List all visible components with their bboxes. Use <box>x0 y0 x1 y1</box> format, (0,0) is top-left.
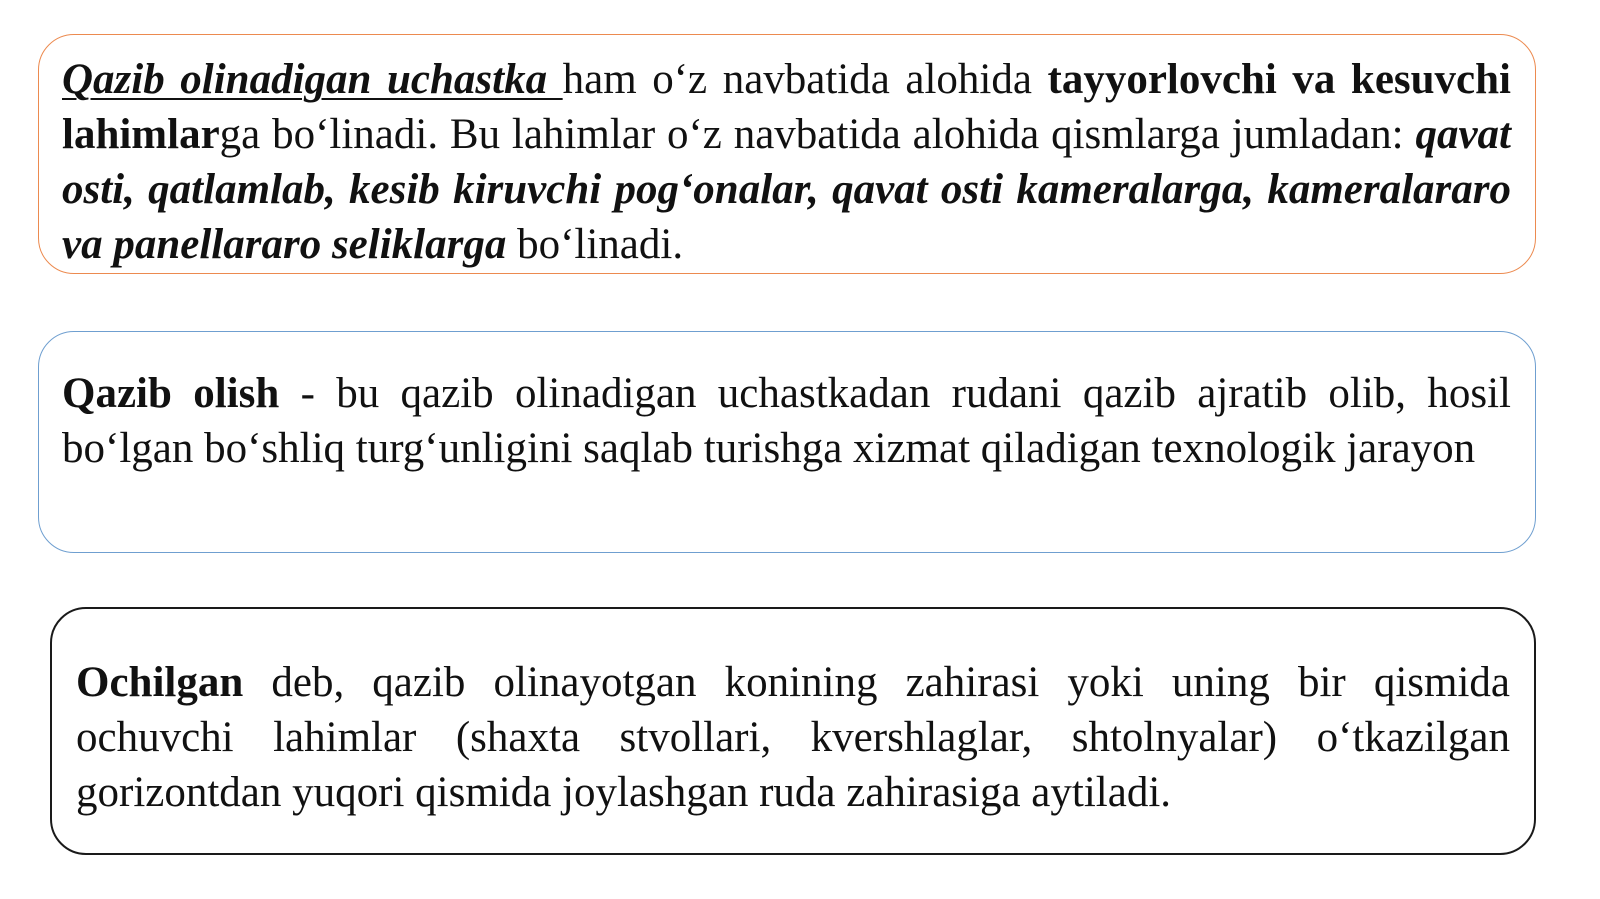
definition-paragraph <box>76 655 1510 820</box>
definition-box-ochilgan <box>50 607 1536 855</box>
term-ochilgan: Ochilgan <box>76 659 244 706</box>
term-qazib-olinadigan-uchastka: Qazib olinadigan uchastka <box>62 56 563 103</box>
definition-paragraph <box>62 52 1511 272</box>
text-segment: ga bo‘linadi. Bu lahimlar o‘z navbatida alohida qismlarga jumladan: <box>219 111 1416 158</box>
definition-text: deb, qazib olinayotgan konining zahirasi yoki uning bir qismida ochuvchi lahimlar (shaxta stvollari, kvershlaglar, shtolnyalar) o‘tkazilgan gorizontdan yuqori qismida joylashgan ruda zahirasiga aytiladi. <box>76 659 1510 816</box>
text-segment: bo‘linadi. <box>506 221 684 268</box>
definition-text: - bu qazib olinadigan uchastkadan rudani qazib ajratib olib, hosil bo‘lgan bo‘shliq turg‘unligini saqlab turishga xizmat qiladigan texnologik jarayon <box>62 370 1512 472</box>
bold-italic-list: qavat osti, qatlamlab, kesib kiruvchi pog‘onalar, qavat osti kameralarga, kameralararo va panellararo seliklarga <box>62 111 1511 268</box>
definition-paragraph <box>62 366 1511 476</box>
term-qazib-olish: Qazib olish <box>62 370 280 417</box>
bold-term-lahimlar: tayyorlovchi va kesuvchi lahimlar <box>62 56 1512 158</box>
text-segment: ham o‘z navbatida alohida <box>562 56 1048 103</box>
definition-box-qazib-olish <box>38 331 1536 553</box>
definition-box-qazib-olinadigan-uchastka <box>38 34 1536 274</box>
